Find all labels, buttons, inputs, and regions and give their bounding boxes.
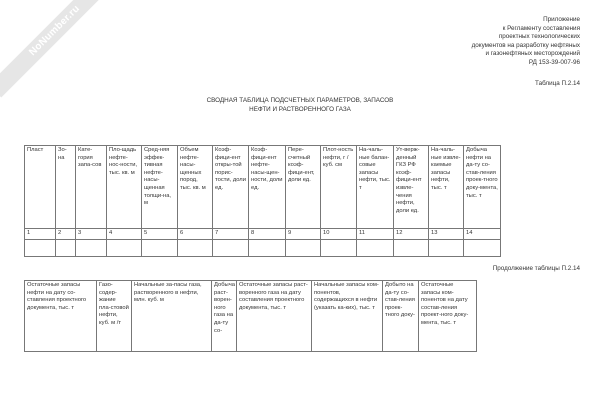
header-cell: Коэф-фици-ент откры-той порис-тости, доли ед.: [213, 146, 249, 229]
column-number: 8: [249, 229, 286, 240]
header-row: [25, 281, 477, 352]
column-number-row: [25, 229, 501, 240]
data-cell: [394, 240, 429, 257]
header-cell: Газо-содер-жание пла-стовой нефти, куб. м /т: [97, 281, 132, 352]
header-cell: Пласт: [25, 146, 56, 229]
header-cell: Плот-ность нефти, г / куб. см: [321, 146, 357, 229]
header-cell: Пло-щадь нефте-нос-ности, тыс. кв. м: [107, 146, 142, 229]
column-number: 11: [357, 229, 394, 240]
header-cell: Коэф-фици-ент нефте-насы-щен-ности, доли ед.: [249, 146, 286, 229]
parameters-table: [24, 145, 501, 257]
header-cell: Объем нефте-насы-щенных пород, тыс. кв. м: [178, 146, 213, 229]
header-cell: Начальные запасы ком-понентов, содержащихся в нефти (указать ка-ких), тыс. т: [312, 281, 383, 352]
column-number: 4: [107, 229, 142, 240]
appendix-line: документов на разработку нефтяных: [471, 41, 580, 49]
continuation-label: Продолжение таблицы П.2.14: [492, 265, 580, 272]
data-cell: [249, 240, 286, 257]
header-cell: Кате-гория запа-сов: [76, 146, 107, 229]
header-cell: Сред-няя эффек-тивная нефте-насы-щенная толщи-на, м: [142, 146, 178, 229]
header-cell: На-чаль-ные балан-совые запасы нефти, тыс. т: [357, 146, 394, 229]
header-cell: Зо-на: [56, 146, 76, 229]
header-cell: На-чаль-ные извле-каемые запасы нефти, тыс. т: [429, 146, 464, 229]
continuation-table: [24, 280, 477, 352]
data-cell: [142, 240, 178, 257]
data-cell: [56, 240, 76, 257]
data-cell: [25, 240, 56, 257]
data-cell: [464, 240, 501, 257]
column-number: 10: [321, 229, 357, 240]
column-number: 5: [142, 229, 178, 240]
column-number: 14: [464, 229, 501, 240]
column-number: 9: [286, 229, 321, 240]
table-label: Таблица П.2.14: [535, 80, 580, 87]
column-number: 1: [25, 229, 56, 240]
appendix-line: и газонефтяных месторождений: [485, 50, 580, 58]
document-title: [150, 97, 450, 114]
data-cell: [76, 240, 107, 257]
column-number: 7: [213, 229, 249, 240]
title-line-1: СВОДНАЯ ТАБЛИЦА ПОДСЧЕТНЫХ ПАРАМЕТРОВ, ЗАПАСОВ: [206, 97, 394, 104]
data-cell: [429, 240, 464, 257]
header-cell: Добыча раст-ворен-ного газа на да-ту со-: [212, 281, 237, 352]
data-row: [25, 240, 501, 257]
header-cell: Остаточные запасы нефти на дату со-ставления проектного документа, тыс. т: [25, 281, 97, 352]
data-cell: [321, 240, 357, 257]
header-cell: Добыто на да-ту со-став-ления проек-тного доку-: [383, 281, 419, 352]
title-line-2: НЕФТИ И РАСТВОРЕННОГО ГАЗА: [249, 105, 351, 113]
header-cell: Остаточные запасы раст-воренного газа на дату составления проектного документа, тыс. т: [237, 281, 312, 352]
header-cell: Пере-счетный коэф-фици-ент, доли ед.: [286, 146, 321, 229]
data-cell: [107, 240, 142, 257]
header-cell: Ут-верж-денный ГКЗ РФ коэф-фици-ент извле-чения нефти, доли ед.: [394, 146, 429, 229]
appendix-line: Приложение: [543, 16, 580, 23]
header-cell: Начальные за-пасы газа, растворенного в нефти, млн. куб. м: [132, 281, 212, 352]
appendix-header: [472, 16, 580, 68]
header-cell: Добыча нефти на да-ту со-став-ления проек-тного доку-мента, тыс. т: [464, 146, 501, 229]
data-cell: [213, 240, 249, 257]
appendix-line: к Регламенту составления: [502, 24, 580, 32]
watermark: NoNumber.ru: [0, 0, 121, 97]
column-number: 2: [56, 229, 76, 240]
column-number: 12: [394, 229, 429, 240]
appendix-line: РД 153-39-007-96: [528, 58, 580, 66]
column-number: 13: [429, 229, 464, 240]
header-cell: Остаточные запасы ком-понентов на дату состав-ления проект-ного доку-мента, тыс. т: [419, 281, 477, 352]
appendix-line: проектных технологических: [498, 33, 580, 41]
data-cell: [357, 240, 394, 257]
data-cell: [178, 240, 213, 257]
header-row: [25, 146, 501, 229]
column-number: 6: [178, 229, 213, 240]
data-cell: [286, 240, 321, 257]
column-number: 3: [76, 229, 107, 240]
